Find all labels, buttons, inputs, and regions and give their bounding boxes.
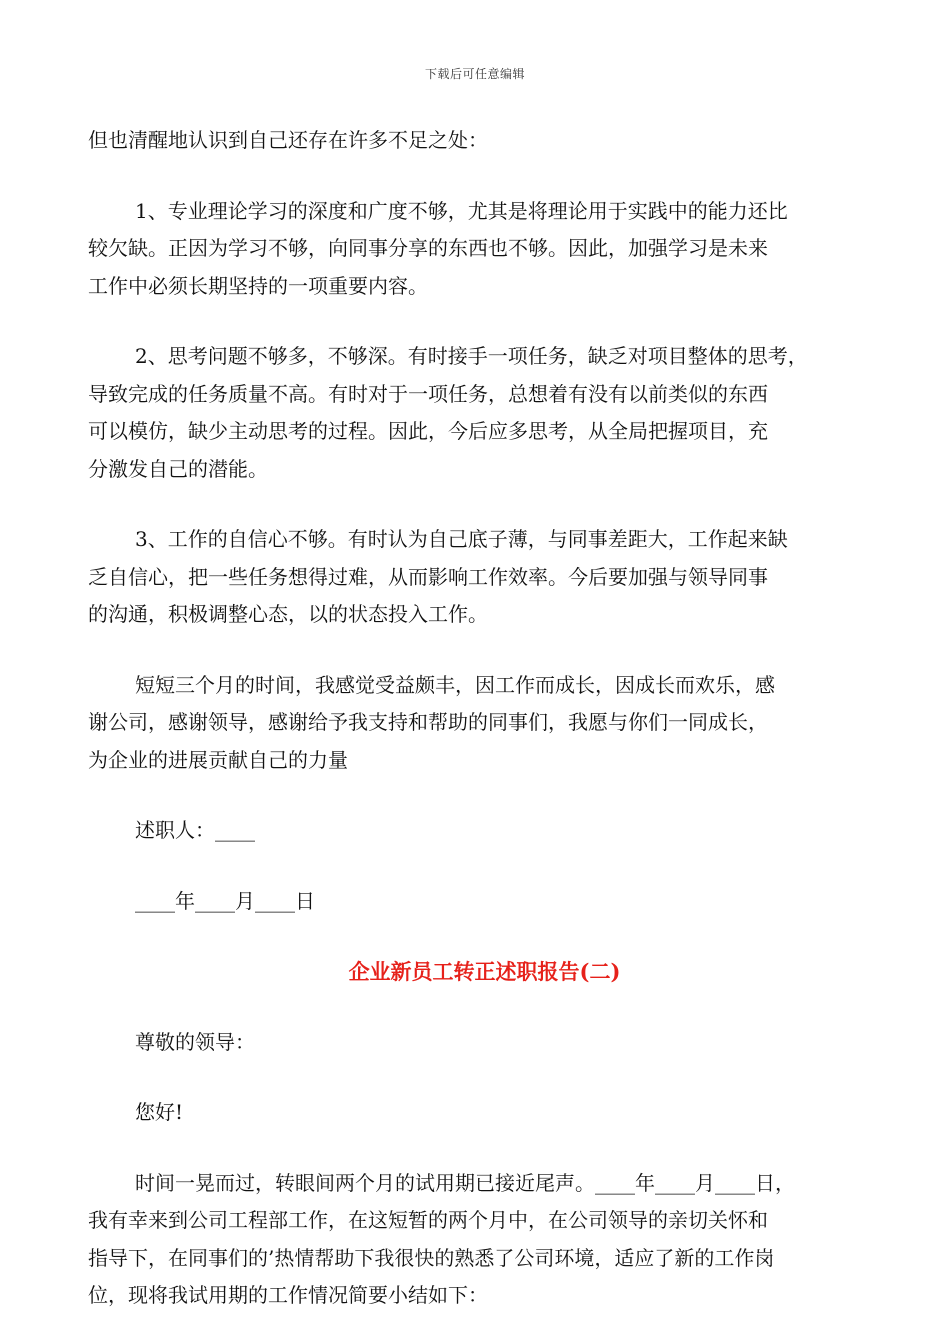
text-line: 分激发自己的潜能。 xyxy=(88,456,268,481)
intro-paragraph xyxy=(88,122,873,160)
point-1-paragraph xyxy=(88,193,873,306)
text-line: 2、思考问题不够多，不够深。有时接手一项任务，缺乏对项目整体的思考， xyxy=(135,344,808,368)
text-line: 乏自信心，把一些任务想得过难，从而影响工作效率。今后要加强与领导同事 xyxy=(88,564,768,589)
text-line: 可以模仿，缺少主动思考的过程。因此，今后应多思考，从全局把握项目，充 xyxy=(88,419,768,443)
text-line: 时间一晃而过，转眼间两个月的试用期已接近尾声。____年____月____日， xyxy=(135,1170,795,1195)
signer-line: 述职人：____ xyxy=(135,818,255,842)
text-line: 3、工作的自信心不够。有时认为自己底子薄，与同事差距大，工作起来缺 xyxy=(135,527,788,551)
text-line: 为企业的进展贡献自己的力量 xyxy=(88,747,348,772)
text-line: 工作中必须长期坚持的一项重要内容。 xyxy=(88,273,428,298)
text-line: 导致完成的任务质量不高。有时对于一项任务，总想着有没有以前类似的东西 xyxy=(88,381,768,406)
text-line: 1、专业理论学习的深度和广度不够，尤其是将理论用于实践中的能力还比 xyxy=(135,198,788,223)
text-line: 较欠缺。正因为学习不够，向同事分享的东西也不够。因此，加强学习是未来 xyxy=(88,236,768,260)
date-line: ____年____月____日 xyxy=(135,888,315,913)
text-line: 指导下，在同事们的’热情帮助下我很快的熟悉了公司环境，适应了新的工作岗 xyxy=(88,1245,775,1270)
text-line: 位，现将我试用期的工作情况简要小结如下： xyxy=(88,1283,488,1307)
text-line: 我有幸来到公司工程部工作，在这短暂的两个月中，在公司领导的亲切关怀和 xyxy=(88,1208,768,1232)
text-line: 的沟通，积极调整心态，以的状态投入工作。 xyxy=(88,602,488,626)
document-body xyxy=(88,122,873,1315)
salutation: 尊敬的领导： xyxy=(135,1029,255,1054)
point-2-paragraph xyxy=(88,338,873,488)
page-header: 下载后可任意编辑 xyxy=(424,67,525,81)
section-title: 企业新员工转正述职报告(二) xyxy=(348,959,621,984)
point-3-paragraph xyxy=(88,521,873,634)
body-paragraph xyxy=(88,1165,873,1315)
text-line: 谢公司，感谢领导，感谢给予我支持和帮助的同事们，我愿与你们一同成长， xyxy=(88,710,768,734)
closing-paragraph xyxy=(88,667,873,780)
greeting: 您好! xyxy=(135,1100,184,1124)
text-line: 但也清醒地认识到自己还存在许多不足之处： xyxy=(88,128,488,152)
text-line: 短短三个月的时间，我感觉受益颇丰，因工作而成长，因成长而欢乐，感 xyxy=(135,672,775,697)
